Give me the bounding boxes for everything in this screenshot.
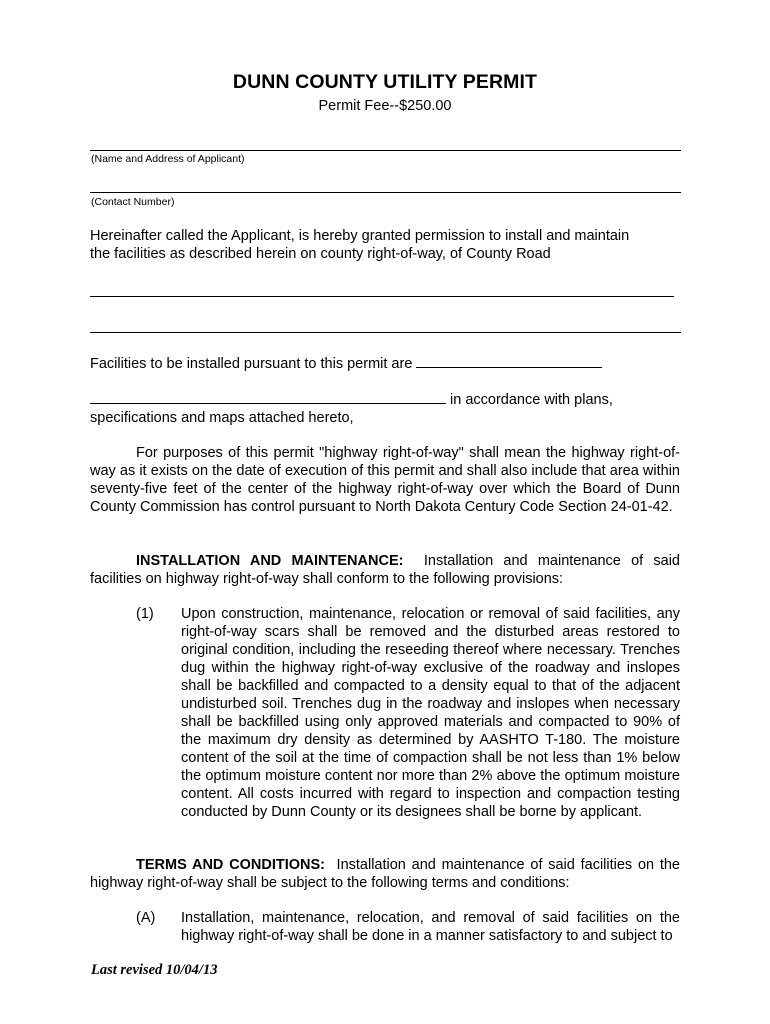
applicant-name-label: (Name and Address of Applicant) — [91, 153, 245, 165]
facilities-line-3: specifications and maps attached hereto, — [90, 410, 354, 426]
permit-fee: Permit Fee--$250.00 — [318, 98, 452, 114]
item-1-text: Upon construction, maintenance, relocation or removal of said facilities, any right-of-way scars shall be removed and the disturbed areas restored to original condition, including the reseeding thereof where necessary. Trenches dug within the highway right-of-way exclusive of the roadway and inslopes shall be backfilled and compacted to a density equal to that of the adjacent undisturbed soil. Trenches dug in the roadway and inslopes when necessary shall be backfilled using only approved materials and compacted to 90% of the maximum dry density as determined by AASHTO T-180. The moisture content of the soil at the time of compaction shall be not less than 1% below the optimum moisture content nor more than 2% above the optimum moisture content. All costs incurred with regard to inspection and compaction testing conducted by Dunn County or its designees shall be borne by applicant. — [181, 606, 680, 820]
item-1-number: (1) — [136, 606, 154, 622]
contact-number-label: (Contact Number) — [91, 196, 175, 208]
facilities-line-1 — [90, 355, 690, 373]
installation-heading: INSTALLATION AND MAINTENANCE: — [136, 553, 404, 569]
last-revised-footer: Last revised 10/04/13 — [91, 962, 218, 978]
item-a-number: (A) — [136, 910, 156, 926]
facilities-blank-2[interactable] — [90, 391, 446, 404]
county-road-line-2[interactable] — [90, 332, 681, 333]
facilities-blank-1[interactable] — [416, 355, 602, 368]
installation-text: Installation and maintenance of said facilities on highway right-of-way shall conform to the following provisions: — [90, 553, 680, 587]
grant-line-2: the facilities as described herein on county right-of-way, of County Road — [90, 246, 551, 262]
definition-paragraph: For purposes of this permit "highway right-of-way" shall mean the highway right-of-way as it exists on the date of execution of this permit and shall also include that area within seventy-five feet of the center of the highway right-of-way over which the Board of Dunn County Commission has control pursuant to North Dakota Century Code Section 24-01-42. — [90, 445, 680, 515]
terms-heading: TERMS AND CONDITIONS: — [136, 857, 326, 873]
facilities-label: Facilities to be installed pursuant to this permit are — [90, 356, 413, 372]
installation-paragraph — [90, 552, 680, 588]
contact-number-line[interactable] — [90, 192, 681, 193]
terms-text: Installation and maintenance of said facilities on the highway right-of-way shall be subject to the following terms and conditions: — [90, 857, 680, 891]
terms-paragraph — [90, 856, 680, 892]
grant-paragraph — [90, 227, 690, 263]
grant-line-1: Hereinafter called the Applicant, is hereby granted permission to install and maintain — [90, 228, 630, 244]
page-title: DUNN COUNTY UTILITY PERMIT — [232, 71, 538, 93]
item-a-text: Installation, maintenance, relocation, and removal of said facilities on the highway right-of-way shall be done in a manner satisfactory to and subject to — [181, 910, 680, 944]
facilities-line-2 — [90, 391, 690, 409]
county-road-line-1[interactable] — [90, 296, 674, 297]
applicant-name-line[interactable] — [90, 150, 681, 151]
facilities-tail: in accordance with plans, — [450, 392, 613, 408]
